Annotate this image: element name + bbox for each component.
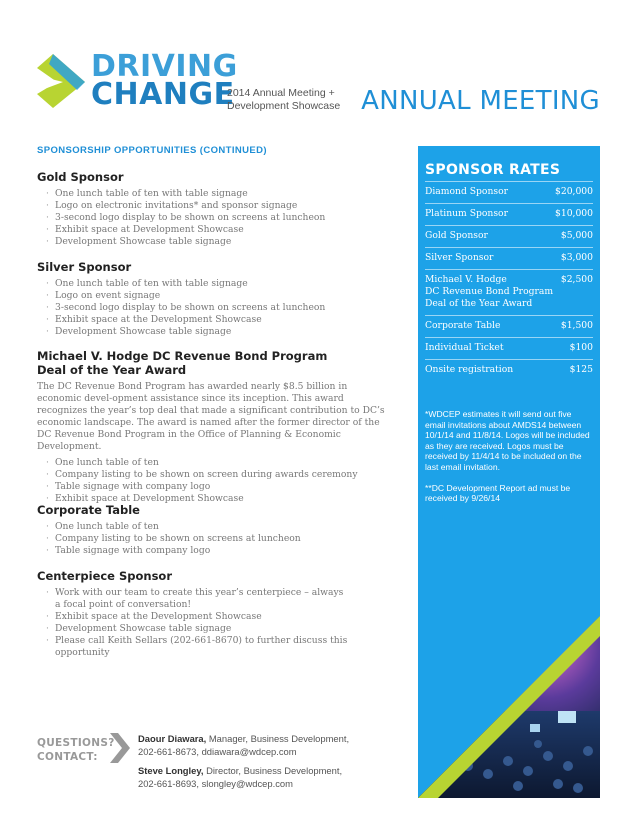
rate-row [425,181,593,203]
list-item: · Exhibit space at Development Showcase [37,224,392,236]
hodge-title-line-1: Michael V. Hodge DC Revenue Bond Program [37,349,328,363]
rate-name: Platinum Sponsor [425,208,508,219]
contact-role: Director, Business Development, [203,765,343,776]
event-line-2: Development Showcase [227,100,341,112]
list-item: · Please call Keith Sellars (202-661-8670) to further discuss this opportunity [37,635,392,659]
hodge-title-line-2: Deal of the Year Award [37,363,187,377]
rate-row [425,337,593,359]
contact-name: Steve Longley, [138,765,204,776]
event-subtitle [227,87,340,113]
section-heading: SPONSORSHIP OPPORTUNITIES (CONTINUED) [37,145,267,156]
event-photo [418,616,600,798]
centerpiece-sponsor-section [37,569,392,659]
list-item: · Logo on event signage [37,290,392,302]
silver-sponsor-title: Silver Sponsor [37,260,132,274]
list-item: · Table signage with company logo [37,545,392,557]
sponsor-notes [425,409,593,514]
report-ad-note: **DC Development Report ad must be received by 9/26/14 [425,482,571,504]
list-item: · Development Showcase table signage [37,326,392,338]
list-item: · 3-second logo display to be shown on screens at luncheon [37,212,392,224]
rate-name: Michael V. Hodge DC Revenue Bond Program Deal of the Year Award [425,274,554,309]
rate-name: Silver Sponsor [425,252,494,263]
rate-name: Onsite registration [425,364,514,375]
list-item: · One lunch table of ten with table signage [37,188,392,200]
hodge-award-description: The DC Revenue Bond Program has awarded nearly $8.5 billion in economic devel-opment assistance since its inception. This award recognizes the year’s top deal that made a significant contribution to DC’s economic landscape. The award is named after the former director of the DC Revenue Bond Program in the Office of Planning & Economic Development. [37,381,385,452]
logo-word-driving: DRIVING [91,49,238,84]
rate-price: $3,000 [560,252,593,263]
corporate-table-title: Corporate Table [37,503,140,517]
chevron-right-icon [108,733,130,763]
contact-steve-longley [138,765,408,790]
corporate-table-section [37,503,392,557]
rate-row [425,203,593,225]
corporate-table-list [37,521,392,557]
rate-row [425,247,593,269]
invitation-note: *WDCEP estimates it will send out five email invitations about AMDS14 between 10/1/14 and 11/8/14. Logos will be included as they are received. Logos must be received by 11/4/14 to be included on the last email invitation. [425,409,590,472]
list-item: · Company listing to be shown on screen during awards ceremony [37,469,392,481]
hodge-award-section [37,349,392,505]
list-item: · Exhibit space at the Development Showcase [37,314,392,326]
sponsor-rates-title: SPONSOR RATES [425,162,561,178]
centerpiece-sponsor-list [37,587,392,659]
list-item: · One lunch table of ten [37,521,392,533]
list-item: · Development Showcase table signage [37,236,392,248]
rate-price: $10,000 [555,208,593,219]
rate-price: $5,000 [560,230,593,241]
questions-label: QUESTIONS? [37,737,115,749]
silver-sponsor-section [37,260,392,338]
rate-price: $2,500 [560,274,593,285]
logo-word-change: CHANGE [91,77,235,112]
hodge-award-title [37,349,392,377]
rate-name: Individual Ticket [425,342,504,353]
logo-mark-icon [37,54,87,108]
questions-contact-label [37,736,115,764]
hodge-award-list [37,457,392,505]
list-item: · Company listing to be shown on screens at luncheon [37,533,392,545]
list-item: · One lunch table of ten [37,457,392,469]
contact-role: Manager, Business Development, [206,733,350,744]
contact-info[interactable]: 202-661-8693, slongley@wdcep.com [138,777,293,789]
list-item: · 3-second logo display to be shown on screens at luncheon [37,302,392,314]
gold-sponsor-title: Gold Sponsor [37,170,124,184]
gold-sponsor-list [37,188,392,248]
rate-row [425,225,593,247]
rate-row [425,359,593,381]
list-item: · Development Showcase table signage [37,623,392,635]
driving-change-logo [37,49,238,112]
rate-price: $100 [569,342,593,353]
rate-price: $1,500 [560,320,593,331]
list-item: · Exhibit space at the Development Showcase [37,611,392,623]
list-item: · Exhibit space at Development Showcase [37,493,392,505]
rate-row [425,315,593,337]
contact-name: Daour Diawara, [138,733,207,744]
sponsor-rates-panel [418,146,600,798]
contact-daour-diawara [138,733,408,758]
list-item: · Logo on electronic invitations* and sponsor signage [37,200,392,212]
contact-info[interactable]: 202-661-8673, ddiawara@wdcep.com [138,745,297,757]
sponsor-rates-table [425,181,593,381]
rate-name: Diamond Sponsor [425,186,509,197]
gold-sponsor-section [37,170,392,248]
rate-price: $20,000 [555,186,593,197]
rate-row [425,269,593,315]
list-item: · Table signage with company logo [37,481,392,493]
list-item: · Work with our team to create this year’s centerpiece – always a focal point of conversation! [37,587,345,611]
event-line-1: 2014 Annual Meeting + [227,87,335,99]
page-title: ANNUAL MEETING [361,86,600,116]
rate-price: $125 [569,364,593,375]
contact-label: CONTACT: [37,751,98,763]
rate-name: Gold Sponsor [425,230,488,241]
list-item: · One lunch table of ten with table signage [37,278,392,290]
rate-name: Corporate Table [425,320,501,331]
centerpiece-sponsor-title: Centerpiece Sponsor [37,569,173,583]
silver-sponsor-list [37,278,392,338]
